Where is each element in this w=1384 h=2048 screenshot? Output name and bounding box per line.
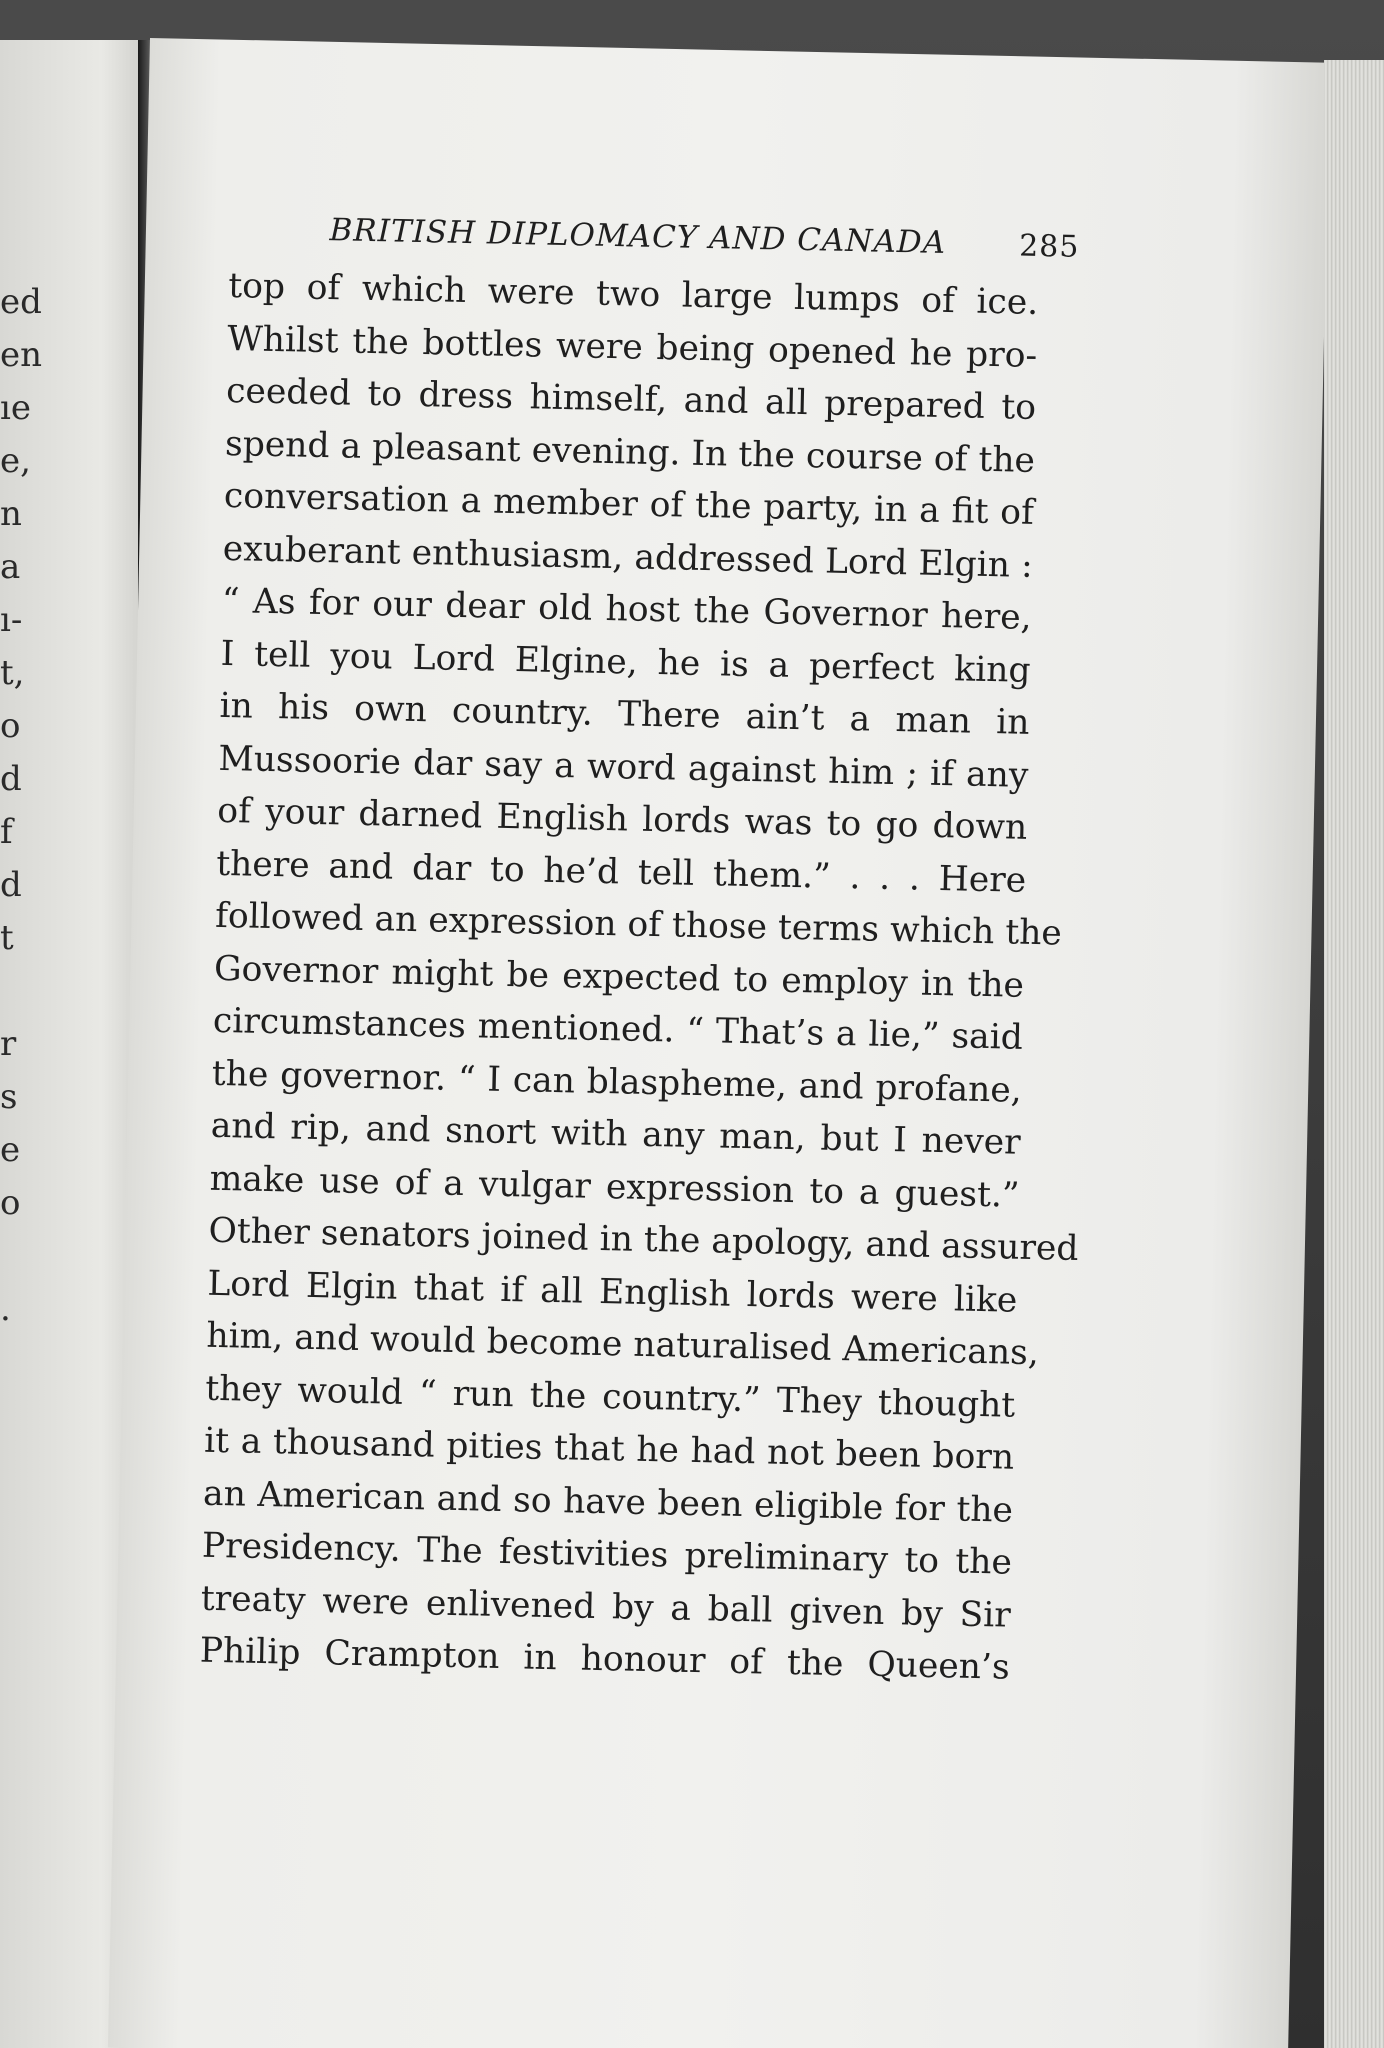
text-line: him, and would become naturalised Americans, [205,1315,1040,1374]
text-line: there and dar to he’d tell them.” . . . Here [215,843,1027,901]
left-page-fragment: o [0,1183,21,1223]
text-line: spend a pleasant evening. In the course of the [224,423,1036,481]
text-line: the governor. “ I can blaspheme, and profane, [211,1053,1023,1111]
text-line: “ As for our dear old host the Governor here, [221,580,1033,638]
left-page-fragment: s [0,1077,18,1117]
left-page-fragment: n [0,494,22,534]
left-page-fragment: ı- [0,600,23,640]
left-page-fragment: f [0,812,13,852]
left-page-fragment: en [0,335,43,375]
left-page-fragment: o [0,706,21,746]
text-line: Lord Elgin that if all English lords were like [207,1263,1018,1321]
text-line: conversation a member of the party, in a fit of [223,475,1035,533]
text-line: followed an expression of those terms which the [214,895,1063,954]
page-content [199,210,1080,1695]
left-page-fragment: ed [0,282,42,322]
text-line: make use of a vulgar expression to a guest.” [209,1158,1020,1216]
left-page-fragment: t [0,918,14,958]
text-line: ceeded to dress himself, and all prepared to [225,370,1037,428]
text-line: in his own country. There ain’t a man in [219,685,1030,743]
running-title: BRITISH DIPLOMACY AND CANADA [329,212,947,261]
page-edges [1324,60,1384,2048]
text-line: circumstances mentioned. “ That’s a lie,” said [212,1000,1024,1058]
left-page-fragment: d [0,759,22,799]
left-page-fragment: r [0,1024,17,1064]
text-line: treaty were enlivened by a ball given by Sir [200,1578,1012,1636]
text-line: Mussoorie dar say a word against him ; if any [218,738,1029,796]
text-line: exuberant enthusiasm, addressed Lord Elgin : [222,528,1034,586]
text-line: and rip, and snort with any man, but I never [210,1105,1022,1163]
text-line: I tell you Lord Elgine, he is a perfect king [220,633,1031,691]
text-line: top of which were two large lumps of ice. [227,265,1039,323]
left-page-fragment: t, [0,653,25,693]
text-line: Governor might be expected to employ in the [213,948,1025,1006]
left-page-fragment: a [0,547,21,587]
left-page-fragment: d [0,865,22,905]
text-line: it a thousand pities that he had not been born [203,1420,1015,1478]
body-text [199,260,1079,1695]
text-line: an American and so have been eligible for the [202,1473,1014,1531]
text-line: Whilst the bottles were being opened he pro- [226,318,1038,376]
text-line: they would “ run the country.” They thought [204,1368,1016,1426]
text-line: Other senators joined in the apology, and assured [208,1210,1079,1269]
text-line: Presidency. The festivities preliminary to the [201,1525,1013,1583]
text-line: Philip Crampton in honour of the Queen’s [199,1630,1011,1688]
text-line: of your darned English lords was to go down [216,790,1028,848]
left-page-fragment: . [0,1289,11,1329]
left-page-fragment: ıe [0,388,31,428]
left-page-fragment: e, [0,441,31,481]
page-number: 285 [1018,228,1080,265]
left-page-fragment: e [0,1130,21,1170]
